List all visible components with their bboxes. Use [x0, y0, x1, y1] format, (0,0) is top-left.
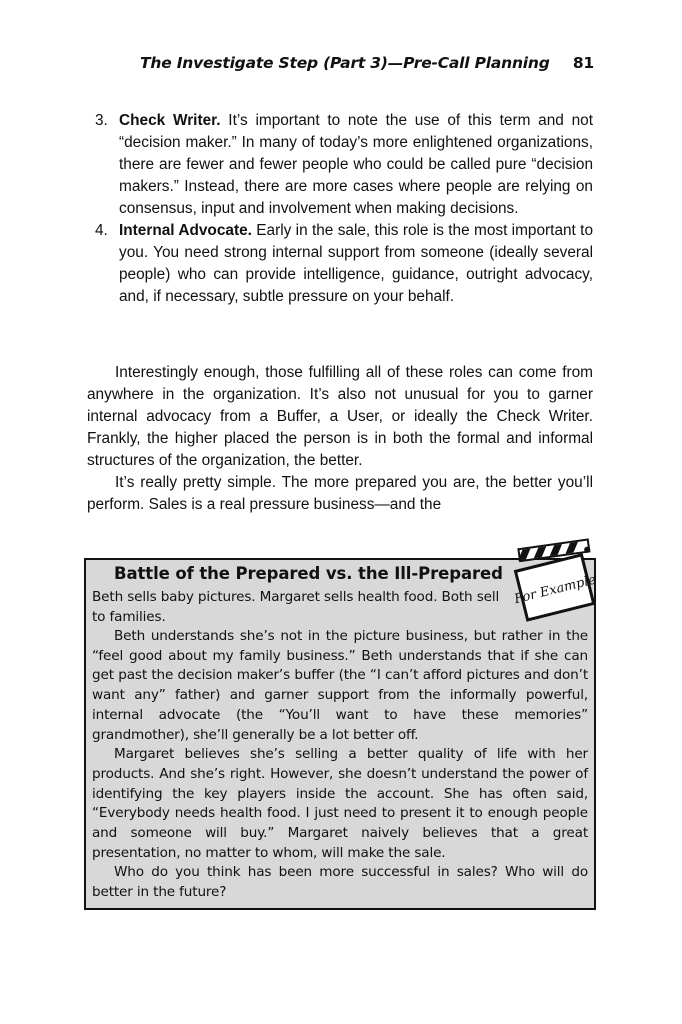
role-description: It’s important to note the use of this term and not “decision maker.” In many of today’s more enlightened organizations, there are fewer and fewer people who could be called pure “decision makers.” Instead, there are more cases where people are relying on consensus, input and involvement when making decisions. [119, 112, 593, 217]
list-number: 3. [95, 112, 108, 129]
role-term: Internal Advocate. [119, 222, 252, 239]
clapperboard-icon [512, 538, 602, 628]
sidebar-body [92, 627, 588, 903]
sidebar-title: Battle of the Prepared vs. the Ill-Prepared [114, 564, 503, 583]
list-number: 4. [95, 222, 108, 239]
chapter-title: The Investigate Step (Part 3)—Pre-Call Planning [140, 54, 550, 72]
sidebar-intro: Beth sells baby pictures. Margaret sells health food. Both sell to families. [92, 589, 500, 625]
sidebar-paragraph: Who do you think has been more successful in sales? Who will do better in the future? [92, 864, 588, 901]
badge-text: For Example [512, 572, 598, 608]
page-number: 81 [572, 54, 594, 72]
role-term: Check Writer. [119, 112, 221, 129]
sidebar-paragraph: Beth understands she’s not in the picture business, but rather in the “feel good about my family business.” Beth understands that if she can get past the decision maker’s buffer (the “I can’t afford pictures and don’t want any” father) and garner support from the informally powerful, internal advocate (the “You’ll want to have these memories” grandmother), she’ll generally be a lot better off. [92, 628, 588, 743]
paragraph: Interestingly enough, those fulfilling all of these roles can come from anywhere in the organization. It’s also not unusual for you to garner internal advocacy from a Buffer, a User, or ideally the Check Writer. Frankly, the higher placed the person is in both the formal and informal structures of the organization, the better. [87, 364, 593, 469]
paragraph: It’s really pretty simple. The more prepared you are, the better you’ll perform. Sales is a real pressure business—and the [87, 474, 593, 513]
role-description: Early in the sale, this role is the most important to you. You need strong internal support from someone (ideally several people) who can provide intelligence, guidance, outright advocacy, and, if necessary, subtle pressure on your behalf. [119, 222, 594, 305]
body-paragraphs [87, 362, 593, 516]
sidebar-paragraph: Margaret believes she’s selling a better quality of life with her products. And she’s right. However, she doesn’t understand the power of identifying the key players inside the account. She has often said, “Everybody needs health food. I just need to present it to enough people and someone will buy.” Margaret naively believes that a great presentation, no matter to whom, will make the sale. [92, 746, 588, 861]
list-item [87, 110, 593, 220]
roles-list [87, 110, 593, 308]
list-item [87, 220, 593, 308]
